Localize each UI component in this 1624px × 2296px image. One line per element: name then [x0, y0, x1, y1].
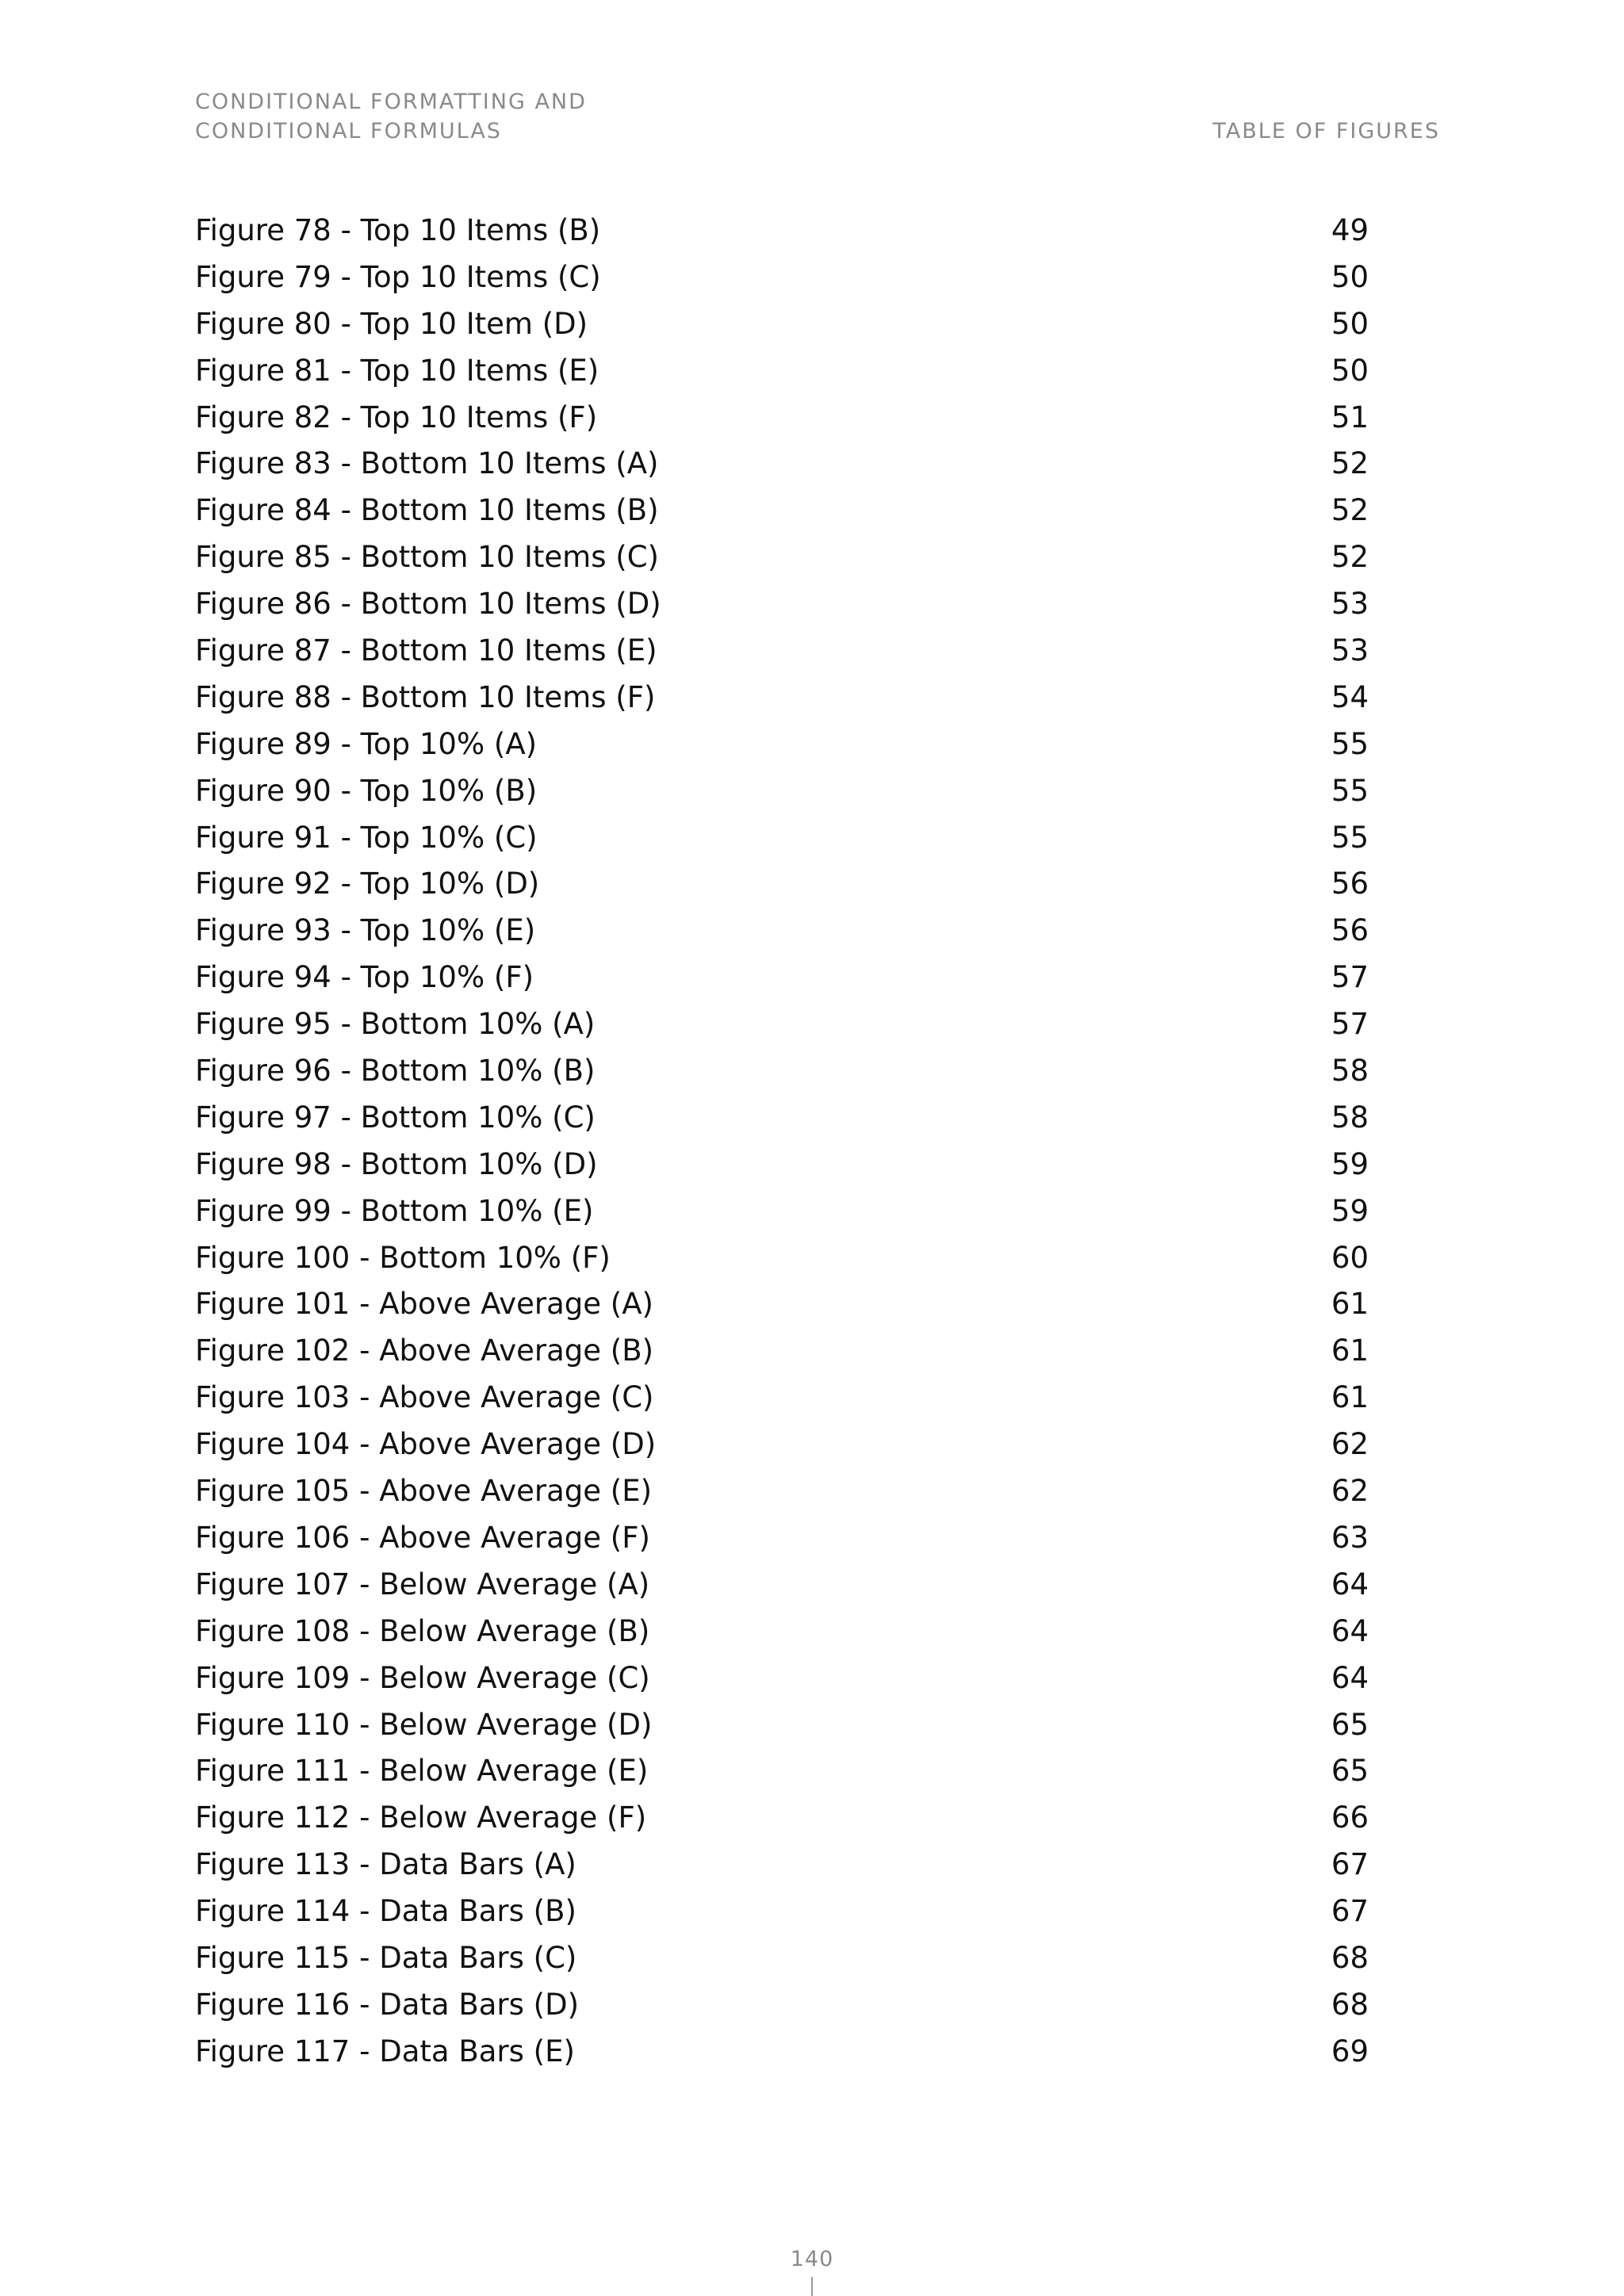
toc-entry[interactable]: [195, 675, 1369, 721]
chapter-title: [195, 87, 587, 146]
toc-entry-page-number: 49: [1331, 213, 1369, 247]
toc-entry-title: Figure 99 - Bottom 10% (E): [195, 1193, 594, 1228]
toc-entry-title: Figure 108 - Below Average (B): [195, 1613, 650, 1648]
toc-entry-title: Figure 91 - Top 10% (C): [195, 820, 538, 855]
chapter-title-line-2: CONDITIONAL FORMULAS: [195, 119, 502, 144]
chapter-title-line-1: CONDITIONAL FORMATTING AND: [195, 90, 587, 114]
toc-entry-title: Figure 110 - Below Average (D): [195, 1707, 653, 1742]
running-header: [195, 87, 1440, 151]
toc-entry-title: Figure 107 - Below Average (A): [195, 1567, 650, 1601]
toc-entry-title: Figure 95 - Bottom 10% (A): [195, 1007, 596, 1042]
toc-entry-page-number: 58: [1331, 1054, 1369, 1089]
toc-entry-page-number: 50: [1331, 259, 1369, 294]
toc-entry[interactable]: [195, 1188, 1369, 1235]
toc-entry[interactable]: [195, 1375, 1369, 1422]
toc-entry-title: Figure 116 - Data Bars (D): [195, 1987, 579, 2022]
toc-entry[interactable]: [195, 208, 1369, 254]
toc-entry[interactable]: [195, 1795, 1369, 1842]
toc-entry-page-number: 65: [1331, 1707, 1369, 1742]
toc-entry-page-number: 56: [1331, 913, 1369, 948]
toc-entry-page-number: 50: [1331, 306, 1369, 341]
toc-entry[interactable]: [195, 768, 1369, 815]
toc-entry-page-number: 66: [1331, 1800, 1369, 1835]
toc-entry-page-number: 68: [1331, 1987, 1369, 2022]
toc-entry[interactable]: [195, 1842, 1369, 1888]
toc-entry[interactable]: [195, 488, 1369, 534]
toc-entry-page-number: 63: [1331, 1520, 1369, 1555]
toc-entry-title: Figure 82 - Top 10 Items (F): [195, 400, 598, 434]
toc-entry-title: Figure 85 - Bottom 10 Items (C): [195, 540, 659, 575]
page-number: 140: [790, 2247, 834, 2271]
toc-entry-title: Figure 93 - Top 10% (E): [195, 913, 536, 948]
toc-entry[interactable]: [195, 815, 1369, 862]
toc-entry-page-number: 52: [1331, 446, 1369, 481]
toc-entry[interactable]: [195, 1281, 1369, 1328]
toc-entry-title: Figure 97 - Bottom 10% (C): [195, 1100, 596, 1135]
toc-entry-title: Figure 104 - Above Average (D): [195, 1427, 657, 1462]
toc-entry-title: Figure 80 - Top 10 Item (D): [195, 306, 588, 341]
toc-entry-page-number: 55: [1331, 773, 1369, 808]
toc-entry-page-number: 59: [1331, 1146, 1369, 1181]
toc-entry-page-number: 62: [1331, 1427, 1369, 1462]
toc-entry[interactable]: [195, 1235, 1369, 1282]
toc-entry[interactable]: [195, 1048, 1369, 1095]
toc-entry-title: Figure 105 - Above Average (E): [195, 1474, 653, 1509]
toc-entry-page-number: 51: [1331, 400, 1369, 434]
toc-entry-title: Figure 78 - Top 10 Items (B): [195, 213, 601, 247]
toc-entry-page-number: 55: [1331, 726, 1369, 761]
toc-entry[interactable]: [195, 534, 1369, 581]
toc-entry-page-number: 55: [1331, 820, 1369, 855]
toc-entry[interactable]: [195, 1001, 1369, 1048]
page-number-rule: [811, 2277, 813, 2296]
toc-entry-title: Figure 111 - Below Average (E): [195, 1754, 649, 1789]
toc-entry[interactable]: [195, 581, 1369, 628]
toc-entry[interactable]: [195, 955, 1369, 1001]
toc-entry-page-number: 64: [1331, 1660, 1369, 1695]
toc-entry-title: Figure 114 - Data Bars (B): [195, 1894, 576, 1929]
toc-entry[interactable]: [195, 1095, 1369, 1142]
toc-entry[interactable]: [195, 301, 1369, 348]
toc-entry-page-number: 56: [1331, 867, 1369, 901]
toc-entry[interactable]: [195, 441, 1369, 488]
toc-entry-title: Figure 88 - Bottom 10 Items (F): [195, 679, 656, 714]
toc-entry[interactable]: [195, 348, 1369, 395]
toc-entry-page-number: 58: [1331, 1100, 1369, 1135]
toc-entry-title: Figure 86 - Bottom 10 Items (D): [195, 587, 661, 622]
toc-entry-page-number: 68: [1331, 1940, 1369, 1975]
toc-entry[interactable]: [195, 1328, 1369, 1375]
toc-entry-title: Figure 96 - Bottom 10% (B): [195, 1054, 596, 1089]
toc-entry-page-number: 69: [1331, 2034, 1369, 2068]
toc-entry-title: Figure 94 - Top 10% (F): [195, 960, 534, 995]
toc-entry-page-number: 53: [1331, 633, 1369, 668]
toc-entry-page-number: 62: [1331, 1474, 1369, 1509]
toc-entry-page-number: 67: [1331, 1894, 1369, 1929]
toc-entry[interactable]: [195, 2029, 1369, 2076]
toc-entry-page-number: 67: [1331, 1847, 1369, 1882]
toc-entry-page-number: 61: [1331, 1287, 1369, 1322]
toc-entry[interactable]: [195, 908, 1369, 955]
toc-entry[interactable]: [195, 721, 1369, 768]
toc-entry[interactable]: [195, 1655, 1369, 1702]
toc-entry[interactable]: [195, 1702, 1369, 1749]
toc-entry-title: Figure 98 - Bottom 10% (D): [195, 1146, 598, 1181]
toc-entry-title: Figure 102 - Above Average (B): [195, 1334, 654, 1368]
toc-entry-page-number: 60: [1331, 1240, 1369, 1275]
toc-entry-title: Figure 87 - Bottom 10 Items (E): [195, 633, 657, 668]
toc-entry-title: Figure 79 - Top 10 Items (C): [195, 259, 601, 294]
toc-entry-page-number: 52: [1331, 493, 1369, 528]
toc-entry-title: Figure 117 - Data Bars (E): [195, 2034, 575, 2068]
toc-entry[interactable]: [195, 1142, 1369, 1188]
toc-entry-title: Figure 106 - Above Average (F): [195, 1520, 650, 1555]
toc-entry-page-number: 57: [1331, 960, 1369, 995]
toc-entry-title: Figure 100 - Bottom 10% (F): [195, 1240, 611, 1275]
toc-entry-page-number: 61: [1331, 1334, 1369, 1368]
toc-entry[interactable]: [195, 1888, 1369, 1935]
toc-entry[interactable]: [195, 1468, 1369, 1515]
toc-entry-page-number: 64: [1331, 1567, 1369, 1601]
toc-entry-title: Figure 89 - Top 10% (A): [195, 726, 538, 761]
toc-entry[interactable]: [195, 861, 1369, 908]
toc-entry-title: Figure 109 - Below Average (C): [195, 1660, 650, 1695]
toc-entry-page-number: 57: [1331, 1007, 1369, 1042]
toc-entry-page-number: 54: [1331, 679, 1369, 714]
toc-entry[interactable]: [195, 254, 1369, 301]
toc-entry-page-number: 53: [1331, 587, 1369, 622]
toc-entry-title: Figure 84 - Bottom 10 Items (B): [195, 493, 659, 528]
toc-entry-page-number: 59: [1331, 1193, 1369, 1228]
toc-entry[interactable]: [195, 395, 1369, 442]
toc-entry-title: Figure 112 - Below Average (F): [195, 1800, 647, 1835]
toc-entry[interactable]: [195, 1935, 1369, 1982]
toc-entry[interactable]: [195, 1562, 1369, 1609]
toc-entry-title: Figure 81 - Top 10 Items (E): [195, 353, 599, 388]
toc-entry-page-number: 61: [1331, 1380, 1369, 1415]
toc-entry-title: Figure 103 - Above Average (C): [195, 1380, 654, 1415]
toc-entry[interactable]: [195, 1609, 1369, 1655]
toc-entry[interactable]: [195, 1748, 1369, 1795]
toc-entry[interactable]: [195, 1982, 1369, 2029]
toc-entry-page-number: 50: [1331, 353, 1369, 388]
toc-entry[interactable]: [195, 1422, 1369, 1468]
toc-entry-page-number: 65: [1331, 1754, 1369, 1789]
toc-entry-title: Figure 115 - Data Bars (C): [195, 1940, 577, 1975]
table-of-figures-list: [195, 208, 1369, 2076]
toc-entry-page-number: 52: [1331, 540, 1369, 575]
toc-entry-title: Figure 113 - Data Bars (A): [195, 1847, 576, 1882]
toc-entry[interactable]: [195, 628, 1369, 675]
toc-entry[interactable]: [195, 1515, 1369, 1562]
toc-entry-title: Figure 83 - Bottom 10 Items (A): [195, 446, 659, 481]
toc-entry-page-number: 64: [1331, 1613, 1369, 1648]
section-title: TABLE OF FIGURES: [1212, 119, 1440, 144]
toc-entry-title: Figure 101 - Above Average (A): [195, 1287, 653, 1322]
toc-entry-title: Figure 92 - Top 10% (D): [195, 867, 540, 901]
toc-entry-title: Figure 90 - Top 10% (B): [195, 773, 538, 808]
